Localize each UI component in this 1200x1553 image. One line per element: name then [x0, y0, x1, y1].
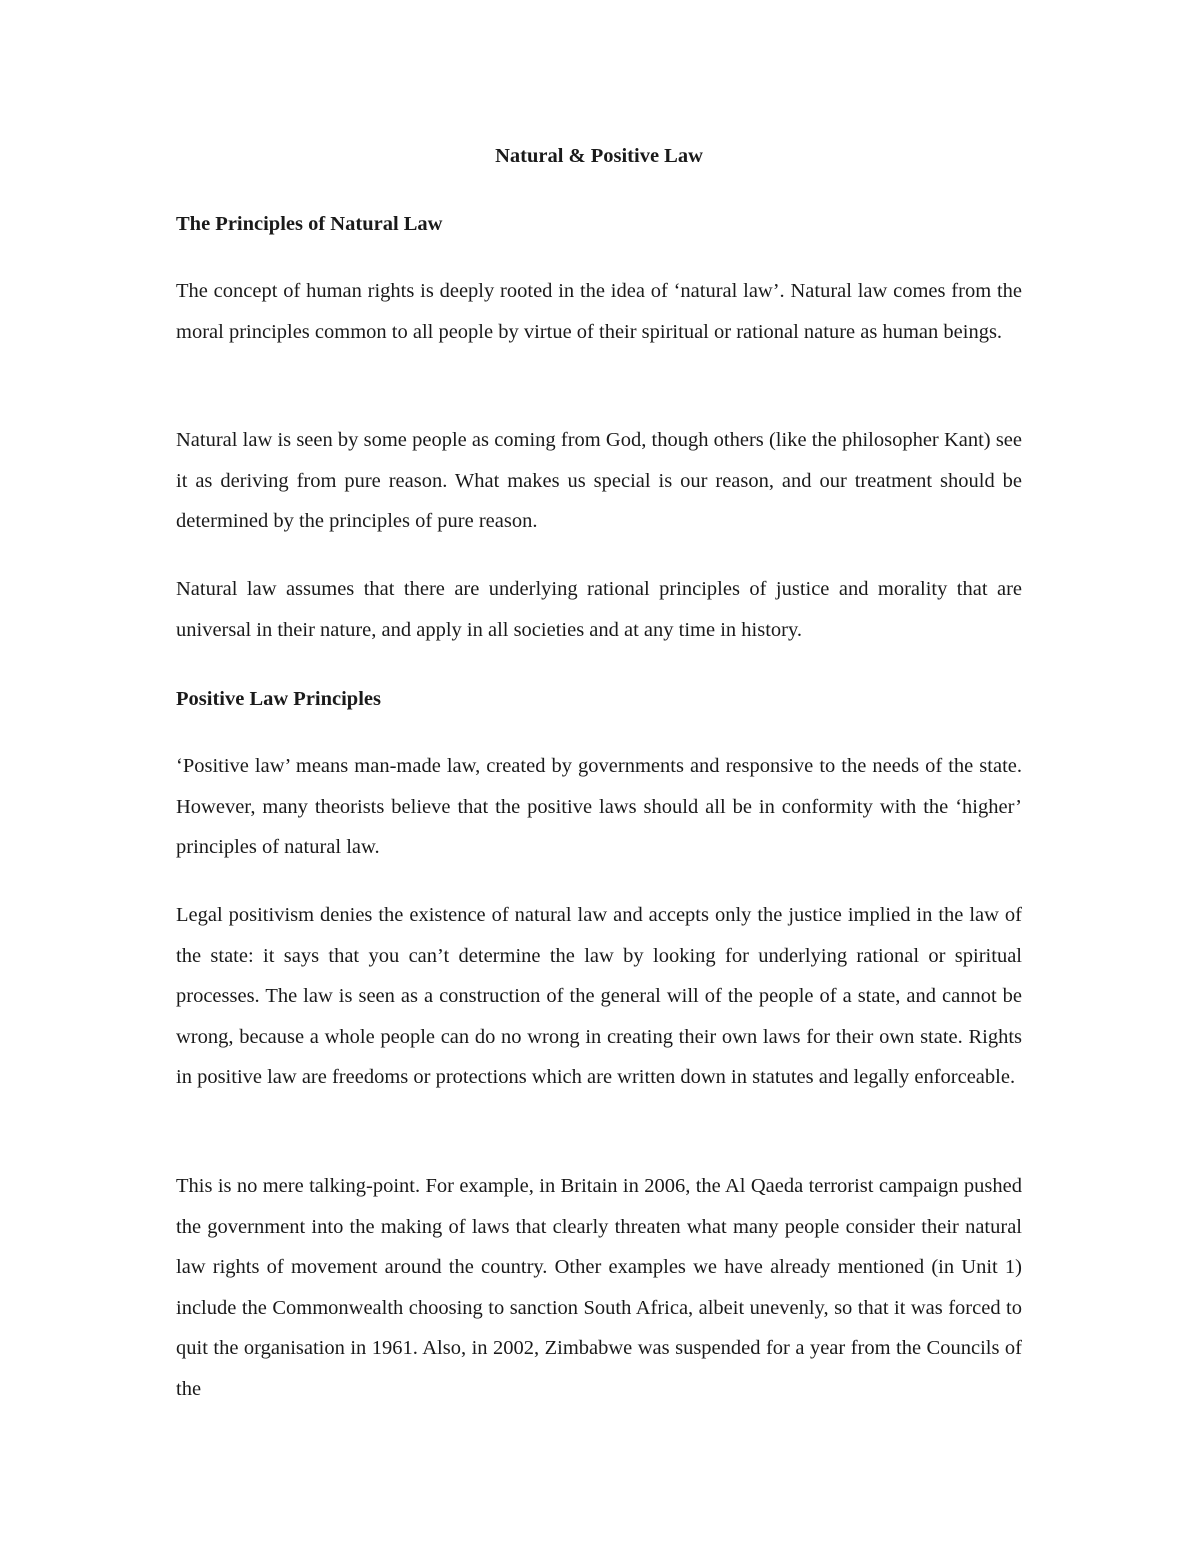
paragraph-positive-law-3: This is no mere talking-point. For example, in Britain in 2006, the Al Qaeda terrorist campaign pushed the government into the making of laws that clearly threaten what many people consider their natural law rights of movement around the country. Other examples we have already mentioned (in Unit 1) include the Commonwealth choosing to sanction South Africa, albeit unevenly, so that it was forced to quit the organisation in 1961. Also, in 2002, Zimbabwe was suspended for a year from the Councils of the — [176, 1175, 1022, 1400]
paragraph-natural-law-2: Natural law is seen by some people as coming from God, though others (like the philosopher Kant) see it as deriving from pure reason. What makes us special is our reason, and our treatment should be determined by the principles of pure reason. — [176, 429, 1022, 533]
paragraph-positive-law-2: Legal positivism denies the existence of natural law and accepts only the justice implied in the law of the state: it says that you can’t determine the law by looking for underlying rational or spiritual processes. The law is seen as a construction of the general will of the people of a state, and cannot be wrong, because a whole people can do no wrong in creating their own laws for their own state. Rights in positive law are freedoms or protections which are written down in statutes and legally enforceable. — [176, 904, 1022, 1089]
paragraph-natural-law-3: Natural law assumes that there are underlying rational principles of justice and morality that are universal in their nature, and apply in all societies and at any time in history. — [176, 578, 1022, 641]
document-title: Natural & Positive Law — [495, 145, 703, 167]
section-heading-natural-law: The Principles of Natural Law — [176, 213, 443, 235]
paragraph-natural-law-1: The concept of human rights is deeply rooted in the idea of ‘natural law’. Natural law comes from the moral principles common to all people by virtue of their spiritual or rational nature as human beings. — [176, 280, 1022, 343]
paragraph-positive-law-1: ‘Positive law’ means man-made law, created by governments and responsive to the needs of the state. However, many theorists believe that the positive laws should all be in conformity with the ‘higher’ principles of natural law. — [176, 755, 1022, 859]
section-heading-positive-law: Positive Law Principles — [176, 688, 381, 710]
